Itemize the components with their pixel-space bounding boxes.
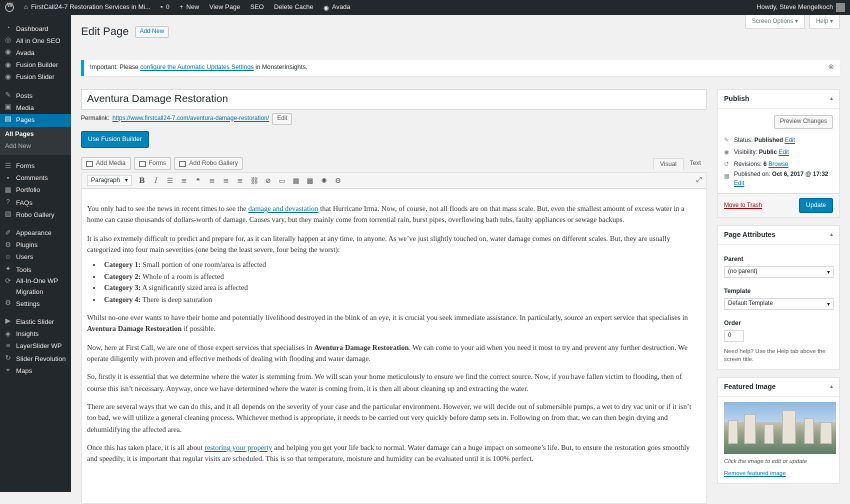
page-attributes-body (718, 245, 839, 369)
post-title-input[interactable]: Aventura Damage Restoration (81, 89, 707, 110)
portfolio-icon: ▦ (4, 186, 12, 194)
menu-robo-gallery[interactable] (0, 209, 71, 221)
insights-icon: ◈ (5, 330, 11, 338)
menu-label: Media (16, 104, 34, 112)
visibility-label: Visibility: (734, 150, 759, 156)
publish-actions (718, 193, 839, 217)
status-label: Status: (734, 138, 755, 144)
align-center-icon[interactable]: ≡ (223, 176, 229, 185)
migration-icon: ⟳ (5, 277, 11, 285)
submenu-add-new[interactable]: Add New (5, 142, 31, 150)
menu-label: LayerSlider WP (16, 343, 62, 351)
paragraph: So, firstly it is essential that we determine where the water is stemming from. We will scan your home meticulously to ensure we find the correct source. Now, if you have fallen victim to flooding, then of course this isn’t necessary. Anyway, once we have determined where the water is coming from, it is then all about cleaning up and extracting the water. (87, 372, 682, 393)
order-label: Order (724, 320, 741, 327)
add-new-button[interactable]: Add New (135, 26, 169, 38)
avada-link[interactable] (318, 0, 355, 15)
forms-label: Forms (148, 160, 167, 167)
visibility-value: Public (758, 150, 777, 156)
category-desc: Whole of a room is affected (140, 271, 224, 281)
notice-link[interactable]: configure the Automatic Updates Settings (140, 64, 254, 71)
menu-label: Slider Revolution (16, 355, 66, 363)
menu-label: Settings (16, 300, 40, 308)
update-button[interactable]: Update (799, 198, 833, 213)
avada-label: Avada (332, 4, 351, 11)
paragraph: It is also extremely difficult to predict and prepare for, as it can literally happen at any time, to anyone. As we’ve just slightly touched on, water damage comes on different scales. But, they are usually categorized into four main severities (one being the least severe, four being the worst): (87, 233, 671, 254)
chevron-down-icon: ▾ (826, 302, 830, 308)
building-shape (804, 418, 814, 444)
menu-portfolio[interactable] (0, 185, 71, 197)
wordpress-logo[interactable] (0, 0, 19, 15)
home-icon: ⌂ (24, 4, 28, 11)
collapse-icon[interactable]: ▲ (829, 384, 834, 390)
template-label: Template (724, 288, 751, 295)
paragraph: There are several ways that we can do this, and it all depends on the severity of your case and the particular environment. However, we will decide out of submersible pumps, a wet to dry vac unit or if it isn’t too bad, we will utilize a general cleaning process. Whichever method is appropriate, it needs to be carried out very quickly before damp sets in. Following on from that, we can then begin drying and dehumidifying the affected area. (87, 401, 692, 434)
menu-forms[interactable] (0, 161, 71, 173)
menu-pages[interactable] (0, 114, 71, 126)
menu-faqs[interactable] (0, 197, 71, 209)
menu-maps[interactable] (0, 365, 71, 377)
menu-slider-revolution[interactable] (0, 353, 71, 365)
revisions-label: Revisions: (734, 162, 764, 168)
category-name: Category 1: (104, 260, 141, 270)
dismiss-icon[interactable]: ⊗ (828, 64, 834, 71)
bold-text: Aventura Damage Restoration (314, 342, 409, 352)
wordpress-icon (5, 3, 14, 12)
menu-label: Avada (16, 49, 35, 57)
list-item (104, 259, 701, 271)
notice-text-suffix: in MonsterInsights. (253, 64, 308, 71)
preview-changes-button[interactable]: Preview Changes (774, 115, 833, 129)
admin-menu (0, 15, 71, 492)
text: and helping you get your life back to normal. Water damage can a huge impact on someone’s life. But, to ensure the restoration goes smoothly and speedily, it is important that regular visits are scheduled. This is so that temperature, moisture and humidity can be evaluated until it is 100% perfect. (87, 442, 690, 464)
editor-column (81, 89, 707, 504)
building-shape (744, 414, 756, 444)
template-select[interactable] (724, 298, 834, 310)
site-name-link[interactable] (19, 0, 156, 15)
format-select[interactable] (87, 175, 132, 186)
menu-label: Pages (16, 116, 35, 124)
menu-label: Fusion Builder (16, 62, 59, 70)
comments-count: 0 (165, 4, 170, 11)
page-attributes-header[interactable] (718, 226, 839, 245)
menu-label: Tools (16, 266, 32, 274)
menu-seo[interactable] (0, 35, 71, 47)
gallery-icon: ▧ (4, 211, 12, 219)
unlink-icon[interactable]: ⊘ (265, 176, 271, 185)
text: if possible. (181, 324, 216, 334)
avada-icon: ◉ (323, 4, 330, 12)
category-name: Category 2: (104, 271, 141, 281)
main-content (71, 15, 850, 492)
comments-link[interactable] (156, 0, 175, 15)
editor-mode-tabs (653, 158, 707, 170)
publish-misc (724, 135, 833, 189)
site-title: FirstCall24-7 Restoration Services in Mi... (30, 4, 151, 11)
submenu-all-pages[interactable]: All Pages (5, 130, 34, 138)
gallery-icon (179, 161, 186, 167)
menu-tools[interactable] (0, 264, 71, 276)
publish-box-header[interactable] (718, 90, 839, 109)
text: Now, here at First Call, we are one of those expert services that specialises in (87, 342, 315, 352)
robo-label: Add Robo Gallery (189, 160, 238, 167)
menu-fusion-builder[interactable] (0, 60, 71, 72)
permalink-row (81, 113, 707, 124)
admin-bar (0, 0, 850, 15)
revisions-value: 6 (763, 162, 767, 168)
pin-icon: ✎ (724, 138, 730, 144)
building-shape (820, 422, 832, 444)
delete-cache-link[interactable]: Delete Cache (273, 4, 314, 11)
text: that Hurricane Irma. Now, of course, not all floods are on that mass scale. But, even the smallest amount of excess water in a home can cause thousands of dollars-worth of damage. Causes vary, but they mainly come from torrential rain, burst pipes, overflowing bath tubs, faulty appliances or sewage backups. (87, 204, 685, 225)
menu-media[interactable] (0, 102, 71, 114)
publish-box (717, 89, 840, 218)
add-media-button[interactable] (81, 157, 131, 170)
map-icon: ⌖ (6, 367, 10, 375)
forms-button[interactable] (134, 157, 172, 170)
paragraph (87, 203, 701, 226)
featured-image-title: Featured Image (724, 384, 776, 391)
menu-elastic-slider[interactable] (0, 316, 71, 328)
dashboard-icon: ◔ (5, 25, 11, 33)
menu-migration-line2[interactable] (0, 287, 71, 298)
list-item (104, 282, 701, 294)
format-value: Paragraph (91, 177, 120, 184)
howdy-text: Howdy, Steve Mengelkoch (756, 4, 833, 11)
menu-label: Dashboard (16, 25, 49, 33)
parent-select[interactable] (724, 266, 834, 278)
status-edit-link[interactable]: Edit (784, 138, 796, 144)
menu-label: Elastic Slider (16, 318, 55, 326)
gear-icon[interactable]: ⚙ (334, 176, 342, 185)
avatar (836, 3, 845, 12)
status-row (724, 135, 833, 147)
calendar-icon: ▦ (724, 174, 730, 180)
published-value: Oct 6, 2017 @ 17:32 (772, 172, 829, 178)
text: . We can come to your aid when you need it most to try and prevent any further destruction. We operate diligently with proven and effective methods of dealing with flooding and water damage. (87, 342, 688, 364)
chevron-down-icon: ▾ (826, 270, 830, 276)
screen-meta-links (745, 15, 840, 29)
permalink-edit-button[interactable]: Edit (272, 113, 292, 125)
layers-icon: ≡ (5, 342, 11, 350)
media-icon: ▣ (4, 104, 12, 112)
brush-icon: ✐ (5, 229, 11, 237)
building-shape (728, 420, 738, 444)
remove-featured-image-link[interactable]: Remove featured image (724, 471, 786, 477)
menu-posts[interactable] (0, 90, 71, 102)
faq-icon: ? (6, 199, 10, 207)
fullscreen-icon[interactable]: ⤢ (696, 177, 702, 184)
content-editor[interactable] (81, 172, 707, 504)
bullet-list-icon[interactable]: ☰ (166, 176, 174, 185)
new-label: New (186, 4, 200, 11)
page-attributes-title: Page Attributes (724, 232, 776, 239)
visibility-row (724, 147, 833, 159)
category-name: Category 4: (104, 294, 141, 304)
parent-value: (no parent) (728, 269, 758, 275)
status-value: Published (754, 138, 784, 144)
category-desc: A significantly sized area is affected (140, 283, 248, 293)
category-desc: There is deep saturation (140, 294, 213, 304)
bold-icon[interactable]: B (139, 176, 145, 185)
paragraph (87, 442, 701, 465)
publish-title: Publish (724, 96, 750, 103)
fusion-slider-icon: ◉ (4, 73, 12, 81)
menu-label: Forms (16, 163, 35, 171)
view-page-link[interactable]: View Page (209, 4, 241, 11)
publish-body (718, 109, 839, 217)
media-icon (86, 161, 93, 167)
read-more-icon[interactable]: ▭ (278, 176, 286, 185)
text: Once this has taken place, it is all about (87, 442, 205, 452)
editor-content[interactable] (82, 189, 706, 464)
menu-label: Users (16, 254, 34, 262)
align-right-icon[interactable]: ≡ (237, 176, 243, 185)
page-attributes-box (717, 225, 840, 370)
published-row (724, 171, 833, 189)
pages-submenu (0, 127, 71, 155)
collapse-icon[interactable]: ▲ (829, 232, 834, 238)
menu-settings[interactable] (0, 298, 71, 310)
menu-label: Comments (16, 175, 48, 183)
page-attributes-help: Need help? Use the Help tab above the screen title. (724, 349, 826, 363)
users-icon: ☺ (4, 253, 12, 261)
menu-label: FAQs (16, 199, 33, 207)
text: Whilst no-one ever wants to have their home and potentially livelihood destroyed in the blink of an eye, it is crucial you seek immediate assistance. In particularly, source an expert service that specialises in (87, 313, 688, 323)
blockquote-icon[interactable]: ❝ (196, 176, 200, 185)
bold-text: Aventura Damage Restoration (87, 324, 182, 334)
settings-icon[interactable]: ✺ (321, 176, 327, 185)
update-notice (81, 60, 840, 76)
menu-label: Insights (16, 331, 39, 339)
revisions-row (724, 159, 833, 171)
comment-icon: ▪ (6, 174, 10, 182)
order-input[interactable]: 0 (724, 330, 744, 342)
screen-options-button[interactable]: Screen Options ▾ (745, 15, 805, 29)
building-shape (764, 424, 774, 444)
category-name: Category 3: (104, 283, 141, 293)
menu-label: Migration (16, 289, 44, 297)
sidebar-metaboxes (717, 89, 840, 491)
paragraph (87, 312, 701, 335)
move-to-trash-link[interactable]: Move to Trash (724, 202, 763, 209)
eye-icon: ◉ (724, 150, 730, 156)
forms-icon (139, 161, 146, 167)
settings-icon: ⚙ (4, 300, 12, 308)
template-value: Default Template (728, 301, 773, 307)
add-robo-gallery-button[interactable] (174, 157, 243, 170)
menu-layerslider[interactable] (0, 341, 71, 353)
menu-fusion-slider[interactable] (0, 72, 71, 84)
menu-label: Fusion Slider (16, 74, 55, 82)
tab-text[interactable]: Text (689, 159, 701, 167)
menu-users[interactable] (0, 252, 71, 264)
menu-label: Appearance (16, 230, 52, 238)
menu-plugins[interactable] (0, 240, 71, 252)
menu-insights[interactable] (0, 329, 71, 341)
tab-visual[interactable]: Visual (653, 158, 684, 170)
plugin-icon: ⚙ (4, 241, 12, 249)
menu-label: Posts (16, 92, 33, 100)
paragraph (87, 342, 701, 365)
featured-image-box (717, 377, 840, 484)
comment-icon: ▪ (160, 4, 163, 11)
account-menu[interactable] (752, 0, 850, 15)
new-content-link[interactable] (174, 0, 204, 15)
seo-icon: ◎ (4, 37, 12, 45)
building-shape (782, 410, 796, 444)
revisions-icon: ↺ (724, 162, 730, 168)
visibility-edit-link[interactable]: Edit (778, 150, 789, 156)
revolution-icon: ↻ (5, 355, 11, 363)
menu-appearance[interactable] (0, 227, 71, 239)
list-item (104, 271, 701, 283)
parent-label: Parent (724, 256, 744, 263)
toolbar-toggle-icon[interactable]: ▦ (292, 176, 300, 185)
wrench-icon: ✦ (5, 266, 11, 274)
link-icon[interactable]: ⛓ (250, 176, 259, 185)
category-list (104, 259, 701, 305)
content-link[interactable]: restoring your property (204, 442, 273, 452)
notice-text: Important: Please (90, 64, 141, 71)
featured-image-header[interactable] (718, 378, 839, 397)
published-edit-link[interactable]: Edit (734, 181, 745, 187)
fusion-shortcode-icon[interactable]: ▩ (306, 176, 314, 185)
page-title: Edit Page (81, 26, 129, 38)
menu-label: Plugins (16, 242, 38, 250)
featured-image-thumbnail[interactable] (724, 402, 836, 454)
menu-avada[interactable] (0, 47, 71, 59)
italic-icon[interactable]: I (154, 176, 158, 185)
permalink-url[interactable]: https://www.firstcall24-7.com/aventura-damage-restoration/ (112, 115, 270, 122)
page-heading (81, 26, 169, 38)
chevron-down-icon: ▾ (124, 177, 128, 184)
editor-toolbar (82, 173, 706, 189)
menu-comments[interactable] (0, 173, 71, 185)
seo-link[interactable]: SEO (250, 4, 264, 11)
permalink-label: Permalink: (81, 115, 110, 122)
fusion-builder-icon: ◉ (4, 61, 12, 69)
forms-icon: ☰ (4, 162, 12, 170)
menu-label: Robo Gallery (16, 211, 55, 219)
pages-icon: ▤ (4, 116, 12, 124)
slider-icon: ▶ (5, 318, 11, 326)
avada-icon: ◉ (4, 49, 12, 57)
pin-icon: ✎ (5, 92, 11, 100)
menu-label: Maps (16, 367, 33, 375)
menu-label: Portfolio (16, 187, 41, 195)
menu-label: All-In-One WP (16, 278, 59, 286)
media-buttons-row (81, 157, 707, 170)
content-link[interactable]: damage and devastation (248, 204, 319, 213)
align-left-icon[interactable]: ≡ (209, 176, 215, 185)
text: You only had to see the news in recent times to see the (87, 204, 249, 213)
list-item (104, 294, 701, 306)
browse-revisions-link[interactable]: Browse (768, 162, 789, 168)
category-desc: Small portion of one room/area is affected (140, 260, 266, 270)
plus-icon: + (179, 4, 184, 11)
use-fusion-builder-button[interactable]: Use Fusion Builder (81, 131, 149, 148)
collapse-icon[interactable]: ▲ (829, 96, 834, 102)
published-label: Published on: (734, 172, 773, 178)
help-button[interactable]: Help ▾ (809, 15, 840, 29)
menu-label: All in One SEO (16, 37, 61, 45)
add-media-label: Add Media (96, 160, 126, 167)
numbered-list-icon[interactable]: ≡ (181, 176, 187, 185)
menu-dashboard[interactable] (0, 23, 71, 35)
featured-image-caption: Click the image to edit or update (724, 459, 808, 465)
menu-migration[interactable] (0, 276, 71, 287)
